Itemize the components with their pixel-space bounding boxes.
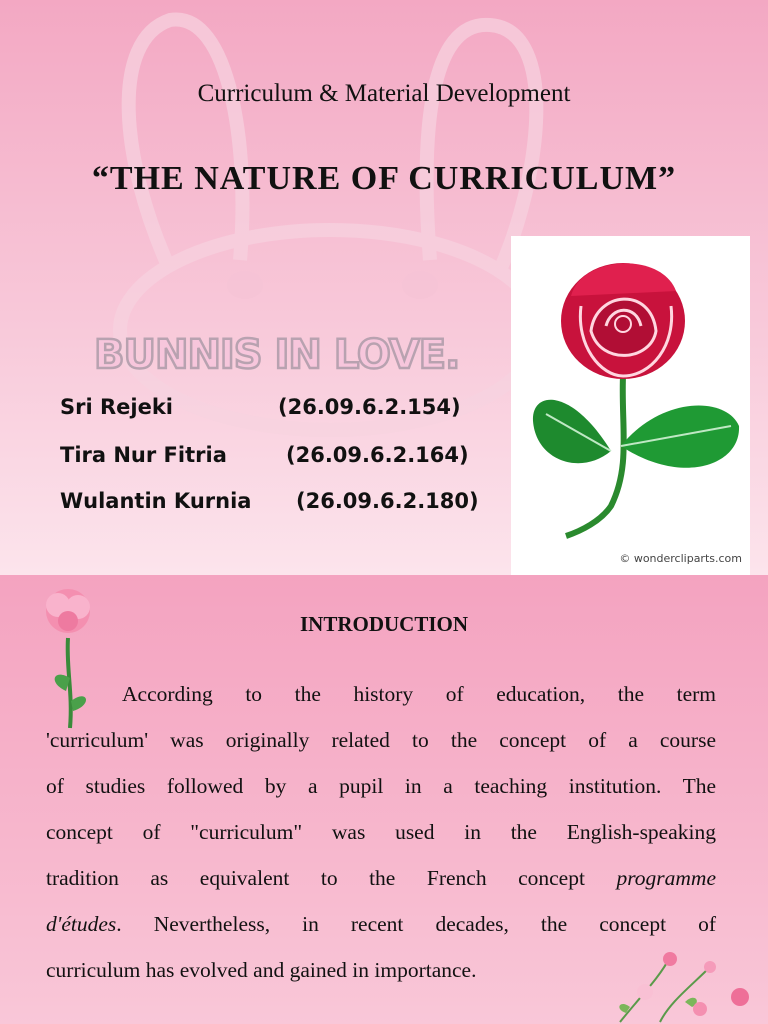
member-id: (26.09.6.2.154) [278,395,461,419]
member-row [60,489,479,513]
flower-bouquet-icon [600,947,768,1024]
rose-icon [511,236,750,546]
paragraph-line-text: tradition as equivalent to the French concept [46,866,585,890]
logo-text: BUNNIS IN LOVE. [94,332,460,378]
paragraph-line: curriculum has evolved and gained in importance. [46,958,477,982]
paragraph-line: 'curriculum' was originally related to the concept of a course [46,728,716,752]
paragraph-line [46,901,716,947]
member-name: Wulantin Kurnia [60,489,252,513]
introduction-paragraph [46,671,716,993]
presentation-title: “THE NATURE OF CURRICULUM” [91,160,677,197]
member-name: Tira Nur Fitria [60,443,227,467]
course-subtitle: Curriculum & Material Development [197,80,571,107]
image-credit: © wondercliparts.com [619,552,742,565]
member-row [60,443,469,467]
paragraph-line: concept of "curriculum" was used in the English-speaking [46,820,716,844]
rose-clipart [511,236,750,575]
section-heading: INTRODUCTION [299,612,469,636]
introduction-slide [0,575,768,1024]
paragraph-line: According to the history of education, the term [122,682,716,706]
paragraph-line-text: . Nevertheless, in recent decades, the concept of [116,912,716,936]
paragraph-line: of studies followed by a pupil in a teaching institution. The [46,774,716,798]
emphasis-text: programme [616,866,716,890]
member-id: (26.09.6.2.180) [296,489,479,513]
member-id: (26.09.6.2.164) [286,443,469,467]
member-name: Sri Rejeki [60,395,174,419]
bunnis-in-love-logo [90,322,510,382]
emphasis-text: d'études [46,912,117,936]
paragraph-line [46,855,716,901]
member-row [60,395,461,419]
